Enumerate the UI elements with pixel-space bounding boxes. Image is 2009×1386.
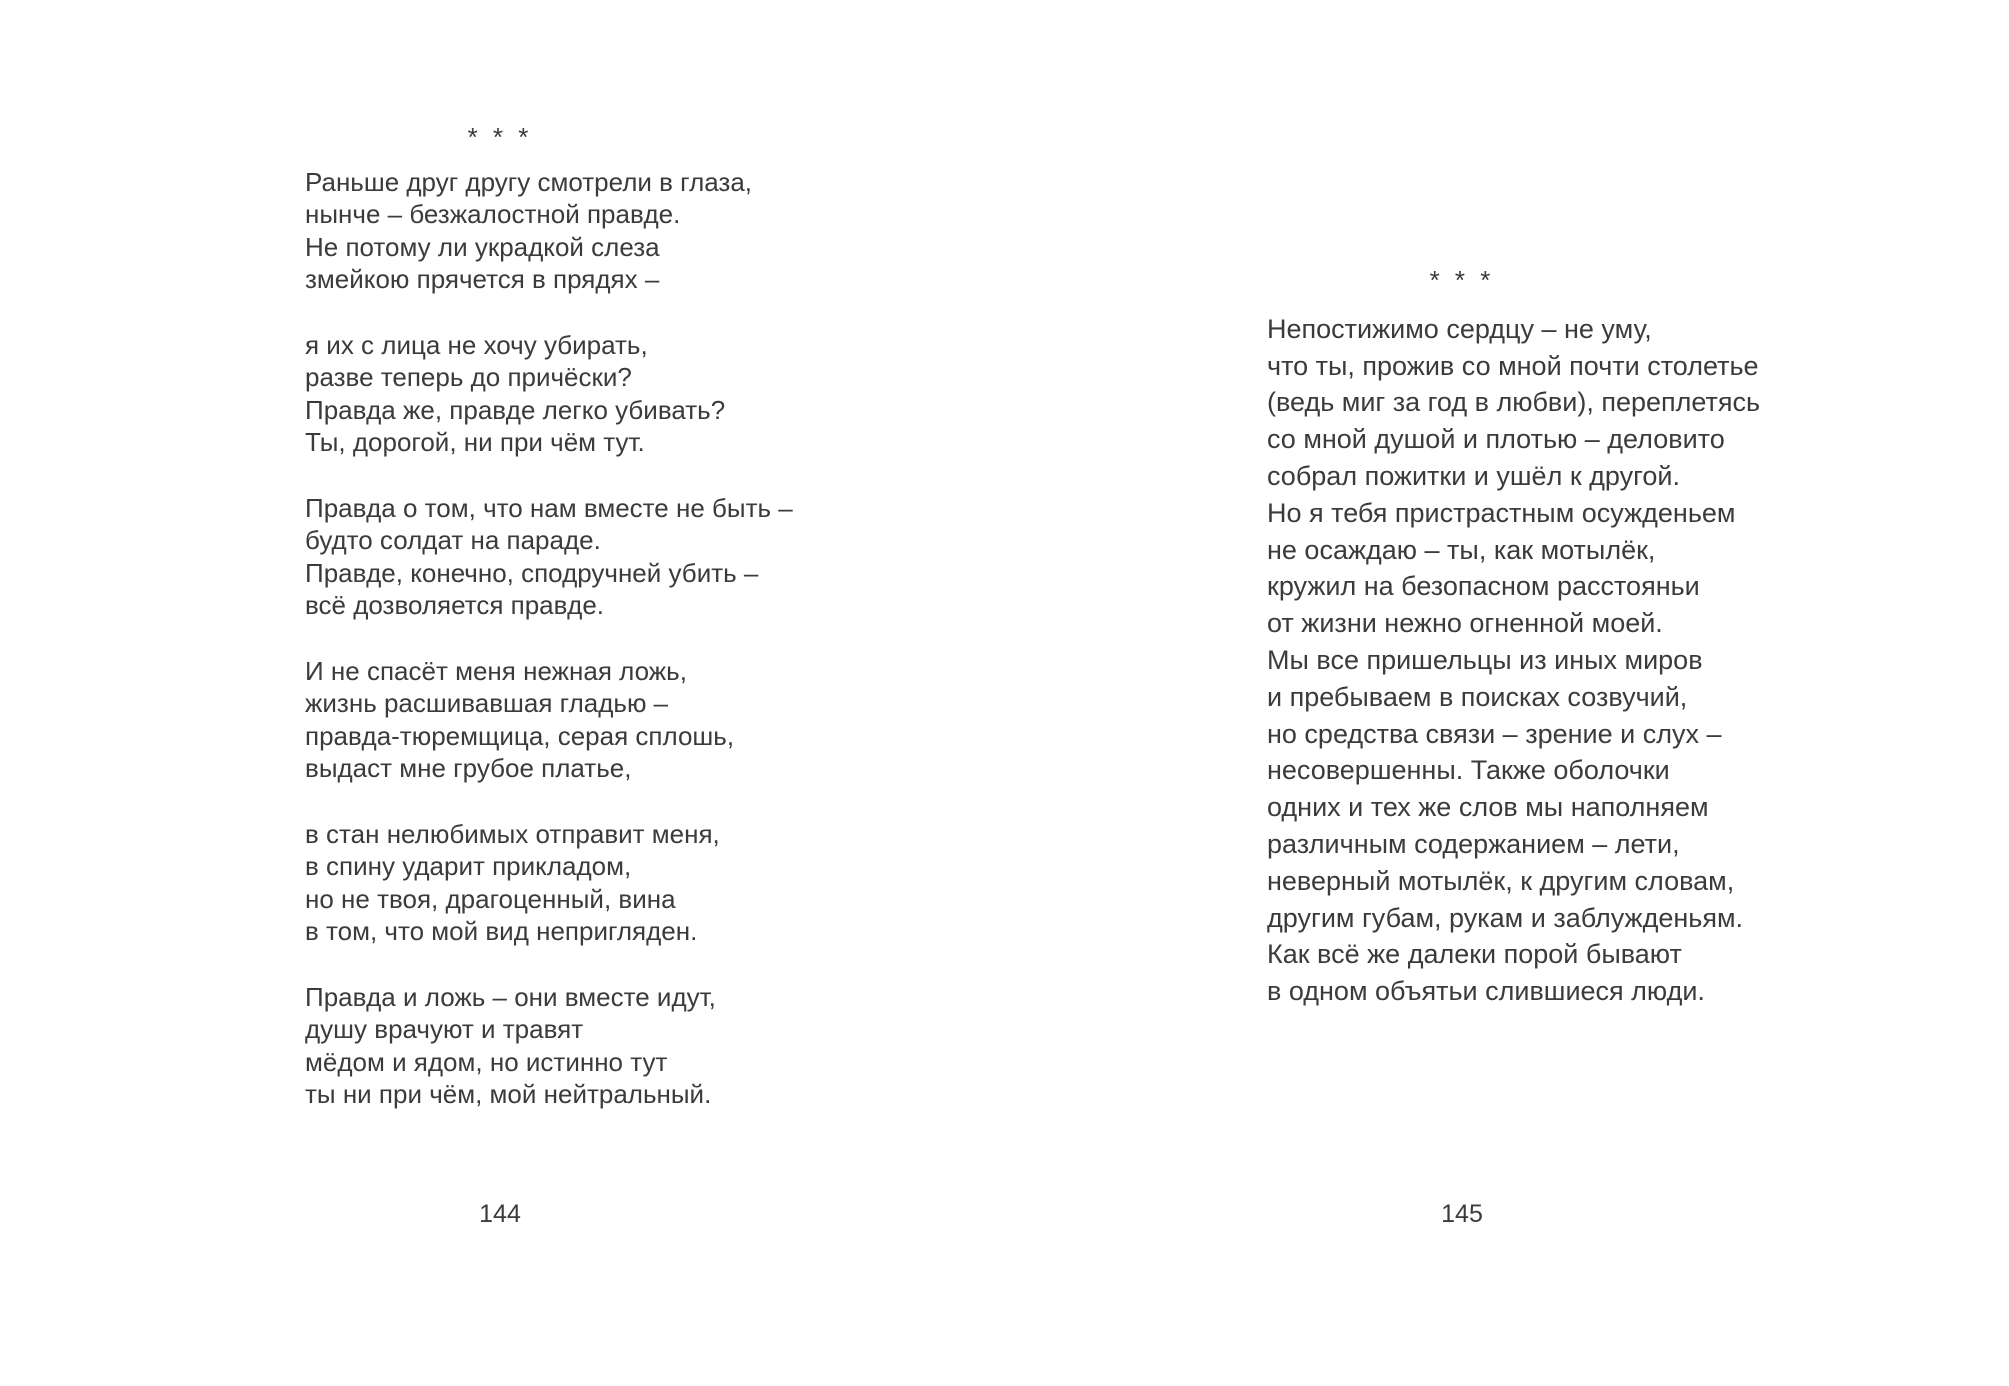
poem-line: выдаст мне грубое платье, bbox=[305, 753, 632, 783]
poem-line: в спину ударит прикладом, bbox=[305, 851, 632, 881]
poem-line: и пребываем в поисках созвучий, bbox=[1267, 681, 1688, 712]
poem-line: Мы все пришельцы из иных миров bbox=[1267, 644, 1703, 675]
poem-line: одних и тех же слов мы наполняем bbox=[1267, 792, 1709, 823]
poem-line: но не твоя, драгоценный, вина bbox=[305, 883, 676, 914]
poem-line: Раньше друг другу смотрели в глаза, bbox=[305, 166, 753, 197]
stanza-separator-asterisks: * * * bbox=[1429, 265, 1495, 295]
poem-line: нынче – безжалостной правде. bbox=[305, 199, 681, 229]
poem-line: неверный мотылёк, к другим словам, bbox=[1267, 865, 1735, 896]
poem-line: в стан нелюбимых отправит меня, bbox=[305, 818, 720, 849]
poem-line: Правда и ложь – они вместе идут, bbox=[305, 981, 716, 1012]
poem-line: Но я тебя пристрастным осужденьем bbox=[1267, 497, 1736, 528]
poem-line: всё дозволяется правде. bbox=[305, 590, 605, 620]
poem-line: будто солдат на параде. bbox=[305, 525, 601, 555]
right-page-poem bbox=[1267, 262, 1760, 1043]
poem-line: но средства связи – зрение и слух – bbox=[1267, 718, 1722, 749]
poem-line: Непостижимо сердцу – не уму, bbox=[1267, 313, 1652, 344]
poem-line: Ты, дорогой, ни при чём тут. bbox=[305, 427, 645, 457]
poem-line: собрал пожитки и ушёл к другой. bbox=[1267, 460, 1680, 491]
poem-line: от жизни нежно огненной моей. bbox=[1267, 608, 1663, 639]
left-page-poem bbox=[305, 121, 793, 1144]
poem-line: (ведь миг за год в любви), переплетясь bbox=[1267, 387, 1761, 418]
poem-line: Правде, конечно, сподручней убить – bbox=[305, 557, 759, 588]
poem-line: в том, что мой вид непригляден. bbox=[305, 916, 698, 946]
poem-line: не осаждаю – ты, как мотылёк, bbox=[1267, 534, 1656, 565]
poem-line: Как всё же далеки порой бывают bbox=[1267, 939, 1682, 970]
stanza bbox=[305, 655, 793, 785]
poem-line: несовершенны. Также оболочки bbox=[1267, 755, 1670, 786]
poem-body bbox=[305, 166, 793, 1111]
poem-line: различным содержанием – лети, bbox=[1267, 828, 1680, 859]
poem-line: Не потому ли украдкой слеза bbox=[305, 231, 660, 262]
page-number: 144 bbox=[479, 1200, 521, 1228]
poem-line: змейкою прячется в прядях – bbox=[305, 264, 660, 294]
poem-line: Правда же, правде легко убивать? bbox=[305, 394, 726, 425]
stanza-separator-asterisks: * * * bbox=[467, 122, 533, 152]
stanza bbox=[1267, 311, 1760, 1010]
poem-line: кружил на безопасном расстояньи bbox=[1267, 571, 1700, 602]
stanza bbox=[305, 329, 793, 459]
poem-line: Правда о том, что нам вместе не быть – bbox=[305, 492, 793, 523]
stanza bbox=[305, 492, 793, 622]
stanza bbox=[305, 818, 793, 948]
poem-line: душу врачуют и травят bbox=[305, 1014, 584, 1044]
stanza bbox=[305, 981, 793, 1111]
poem-body bbox=[1267, 311, 1760, 1010]
poem-line: И не спасёт меня нежная ложь, bbox=[305, 655, 687, 686]
poem-line: в одном объятьи слившиеся люди. bbox=[1267, 976, 1705, 1007]
page-number: 145 bbox=[1441, 1200, 1483, 1228]
poem-line: мёдом и ядом, но истинно тут bbox=[305, 1046, 668, 1077]
poem-line: я их с лица не хочу убирать, bbox=[305, 329, 648, 360]
poem-line: жизнь расшивавшая гладью – bbox=[305, 688, 669, 718]
poem-line: другим губам, рукам и заблужденьям. bbox=[1267, 902, 1744, 933]
poem-line: со мной душой и плотью – деловито bbox=[1267, 424, 1725, 455]
poem-line: ты ни при чём, мой нейтральный. bbox=[305, 1079, 712, 1109]
poem-line: что ты, прожив со мной почти столетье bbox=[1267, 350, 1759, 381]
poem-line: правда-тюремщица, серая сплошь, bbox=[305, 720, 735, 751]
poem-line: разве теперь до причёски? bbox=[305, 362, 632, 392]
stanza bbox=[305, 166, 793, 296]
